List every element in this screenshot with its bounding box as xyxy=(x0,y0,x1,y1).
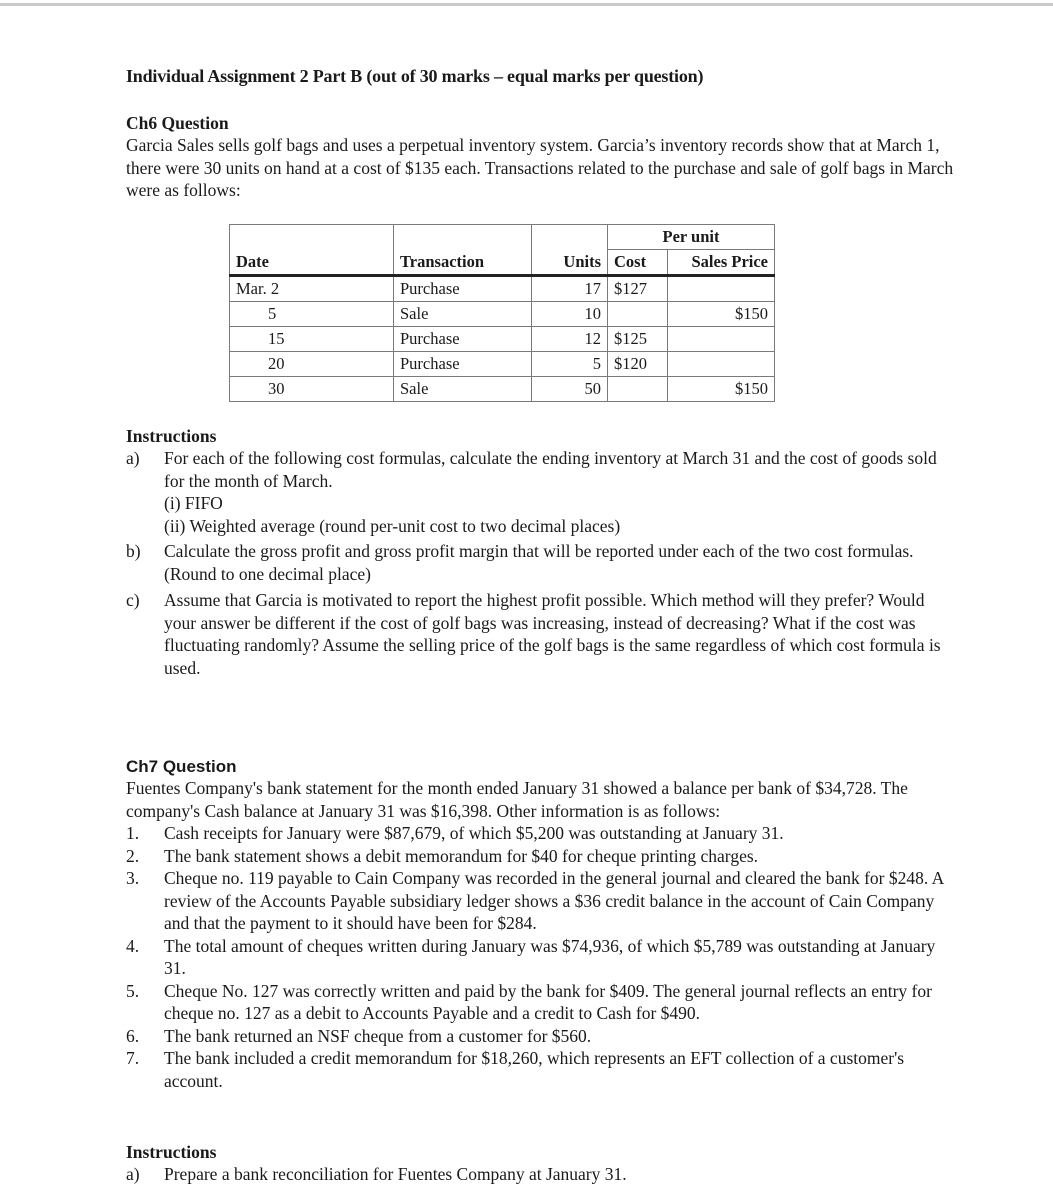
cell-date: Mar. 2 xyxy=(230,276,394,302)
ch6-instructions xyxy=(126,426,956,679)
instruction-text: For each of the following cost formulas, calculate the ending inventory at March 31 and the cost of goods sold for the month of March. xyxy=(164,448,937,491)
cell-date: 30 xyxy=(230,377,394,402)
ch7-item-1 xyxy=(126,822,956,845)
item-text: The bank included a credit memorandum for $18,260, which represents an EFT collection of a customer's account. xyxy=(164,1048,905,1091)
per-unit-group-header: Per unit xyxy=(608,225,775,250)
cell-units: 12 xyxy=(532,327,608,352)
cell-date: 5 xyxy=(230,302,394,327)
list-marker: 4. xyxy=(126,935,140,956)
ch7-item-5 xyxy=(126,980,956,1025)
col-header-units: Units xyxy=(532,250,608,276)
item-text: The bank statement shows a debit memorandum for $40 for cheque printing charges. xyxy=(164,845,759,866)
list-marker: 2. xyxy=(126,845,140,866)
item-text: Cheque No. 127 was correctly written and paid by the bank for $409. The general journal reflects an entry for cheque no. 127 as a debit to Accounts Payable and a credit to Cash for $490. xyxy=(164,980,932,1023)
ch6-heading: Ch6 Question xyxy=(126,113,229,133)
cell-sales-price: $150 xyxy=(668,377,775,402)
cell-units: 5 xyxy=(532,352,608,377)
ch6-instructions-heading: Instructions xyxy=(126,426,217,446)
blank-cell xyxy=(532,225,608,250)
list-marker: 1. xyxy=(126,823,140,843)
list-marker: a) xyxy=(126,448,140,468)
list-marker: 5. xyxy=(126,980,140,1001)
item-text: Cheque no. 119 payable to Cain Company was recorded in the general journal and cleared the bank for $248. A review of the Accounts Payable subsidiary ledger shows a $36 credit balance in the account of Cain Company and that the payment to it should have been for $284. xyxy=(164,868,944,933)
cell-date: 15 xyxy=(230,327,394,352)
cell-sales-price xyxy=(668,352,775,377)
blank-cell xyxy=(230,225,394,250)
cell-transaction: Purchase xyxy=(394,352,532,377)
blank-cell xyxy=(394,225,532,250)
ch6-intro: Garcia Sales sells golf bags and uses a perpetual inventory system. Garcia’s inventory records show that at March 1, there were 30 units on hand at a cost of $135 each. Transactions related to the purchase and sale of golf bags in March were as follows: xyxy=(126,135,954,200)
table-row xyxy=(230,276,775,302)
ch7-intro: Fuentes Company's bank statement for the month ended January 31 showed a balance per bank of $34,728. The company's Cash balance at January 31 was $16,398. Other information is as follows: xyxy=(126,778,908,821)
item-text: The bank returned an NSF cheque from a customer for $560. xyxy=(164,1025,592,1046)
inventory-table xyxy=(229,224,775,402)
ch7-item-6 xyxy=(126,1025,956,1048)
cell-sales-price: $150 xyxy=(668,302,775,327)
cell-cost xyxy=(608,377,668,402)
item-text: Cash receipts for January were $87,679, of which $5,200 was outstanding at January 31. xyxy=(164,823,784,843)
ch6-instruction-c xyxy=(126,589,956,679)
cell-transaction: Purchase xyxy=(394,276,532,302)
table-row xyxy=(230,302,775,327)
list-marker: 7. xyxy=(126,1048,140,1068)
instruction-text: Prepare a bank reconciliation for Fuentes Company at January 31. xyxy=(164,1164,627,1184)
sub-item-fifo: (i) FIFO xyxy=(164,493,223,513)
ch7-instructions xyxy=(126,1142,956,1186)
cell-transaction: Purchase xyxy=(394,327,532,352)
cell-units: 50 xyxy=(532,377,608,402)
ch6-instruction-a xyxy=(126,447,956,492)
list-marker: c) xyxy=(126,590,140,610)
cell-sales-price xyxy=(668,276,775,302)
item-text: The total amount of cheques written during January was $74,936, of which $5,789 was outstanding at January 31. xyxy=(164,935,936,978)
cell-units: 17 xyxy=(532,276,608,302)
ch6-instruction-b xyxy=(126,540,956,585)
ch7-item-3 xyxy=(126,867,956,935)
table-row xyxy=(230,327,775,352)
ch7-item-7 xyxy=(126,1047,956,1092)
ch7-section xyxy=(126,757,956,1092)
cell-units: 10 xyxy=(532,302,608,327)
cell-date: 20 xyxy=(230,352,394,377)
ch7-instructions-heading: Instructions xyxy=(126,1142,217,1162)
col-header-cost: Cost xyxy=(608,250,668,276)
list-marker: a) xyxy=(126,1164,140,1184)
col-header-date: Date xyxy=(230,250,394,276)
cell-sales-price xyxy=(668,327,775,352)
cell-cost: $125 xyxy=(608,327,668,352)
cell-cost: $120 xyxy=(608,352,668,377)
sub-item-weighted-average: (ii) Weighted average (round per-unit cost to two decimal places) xyxy=(164,515,621,536)
col-header-transaction: Transaction xyxy=(394,250,532,276)
table-row xyxy=(230,352,775,377)
instruction-text: Calculate the gross profit and gross profit margin that will be reported under each of the two cost formulas. (Round to one decimal place) xyxy=(164,541,914,584)
document-title: Individual Assignment 2 Part B (out of 30 marks – equal marks per question) xyxy=(126,66,704,86)
list-marker: 3. xyxy=(126,868,140,888)
ch7-heading: Ch7 Question xyxy=(126,757,237,776)
list-marker: b) xyxy=(126,541,141,561)
cell-cost: $127 xyxy=(608,276,668,302)
ch6-section xyxy=(126,113,956,202)
cell-transaction: Sale xyxy=(394,377,532,402)
cell-transaction: Sale xyxy=(394,302,532,327)
top-divider xyxy=(0,3,1053,6)
ch7-item-4 xyxy=(126,935,956,980)
list-marker: 6. xyxy=(126,1025,140,1046)
ch7-instruction-a xyxy=(126,1163,956,1186)
ch7-item-2 xyxy=(126,845,956,868)
instruction-text: Assume that Garcia is motivated to report the highest profit possible. Which method will they prefer? Would your answer be different if the cost of golf bags was increasing, instead of decreasing? What if the cost was fluctuating randomly? Assume the selling price of the golf bags is the same regardless of which cost formula is used. xyxy=(164,590,941,678)
table-row xyxy=(230,377,775,402)
col-header-sales-price: Sales Price xyxy=(668,250,775,276)
cell-cost xyxy=(608,302,668,327)
